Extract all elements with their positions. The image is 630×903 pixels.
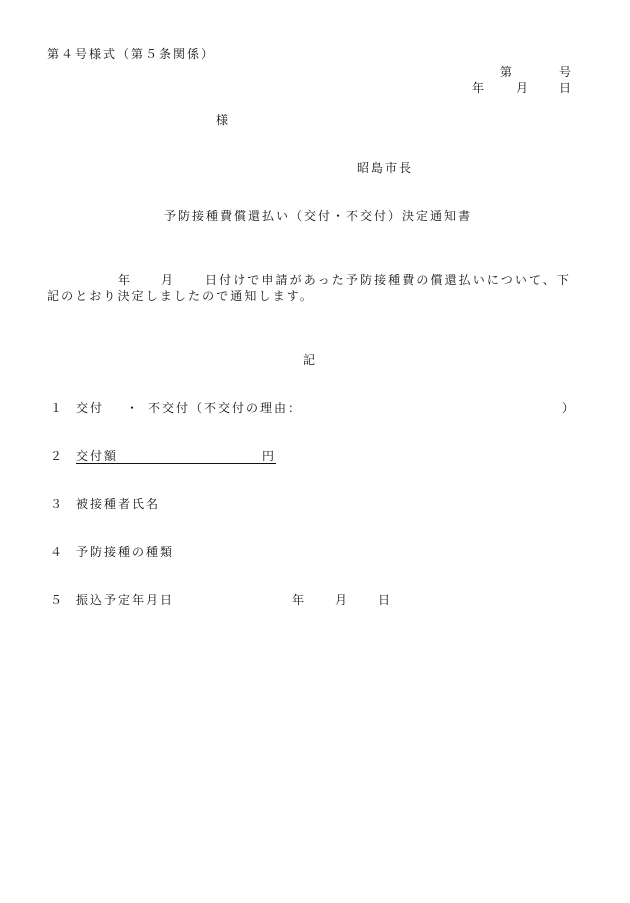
document-title: 予防接種費償還払い（交付・不交付）決定通知書 bbox=[164, 209, 473, 223]
item-2-label: 交付額 bbox=[76, 449, 119, 463]
date-day: 日 bbox=[559, 81, 574, 95]
item-4-label: 予防接種の種類 bbox=[76, 545, 175, 559]
sender: 昭島市長 bbox=[357, 161, 414, 175]
item-5-label: 振込予定年月日 bbox=[76, 593, 175, 607]
item-2-number: ２ bbox=[50, 449, 65, 463]
doc-number-prefix: 第 bbox=[500, 65, 515, 79]
item-2-amount-field bbox=[76, 449, 276, 464]
body-month: 月 bbox=[161, 273, 176, 287]
date-year: 年 bbox=[472, 81, 487, 95]
item-5-year: 年 bbox=[292, 593, 307, 607]
item-4-number: ４ bbox=[50, 545, 65, 559]
recipient-honorific: 様 bbox=[216, 113, 231, 127]
item-1-close-paren: ） bbox=[562, 401, 577, 415]
item-3-number: ３ bbox=[50, 497, 65, 511]
item-2-unit: 円 bbox=[262, 449, 277, 463]
date-month: 月 bbox=[516, 81, 531, 95]
body-year: 年 bbox=[118, 273, 133, 287]
body-line1-rest: 日付けで申請があった予防接種費の償還払いについて、下 bbox=[205, 273, 572, 287]
item-1-no-grant: 不交付（不交付の理由： bbox=[148, 401, 303, 415]
item-1-grant: 交付 bbox=[76, 401, 105, 415]
item-5-month: 月 bbox=[335, 593, 350, 607]
body-line2: 記のとおり決定しましたので通知します。 bbox=[47, 289, 314, 303]
item-1-dot: ・ bbox=[126, 401, 141, 415]
ki-heading: 記 bbox=[303, 353, 318, 367]
item-3-label: 被接種者氏名 bbox=[76, 497, 161, 511]
item-2-underline bbox=[76, 463, 276, 464]
form-label: 第４号様式（第５条関係） bbox=[47, 47, 216, 61]
item-5-number: ５ bbox=[50, 593, 65, 607]
item-5-day: 日 bbox=[378, 593, 393, 607]
doc-number-suffix: 号 bbox=[559, 65, 574, 79]
item-1-number: １ bbox=[50, 401, 65, 415]
